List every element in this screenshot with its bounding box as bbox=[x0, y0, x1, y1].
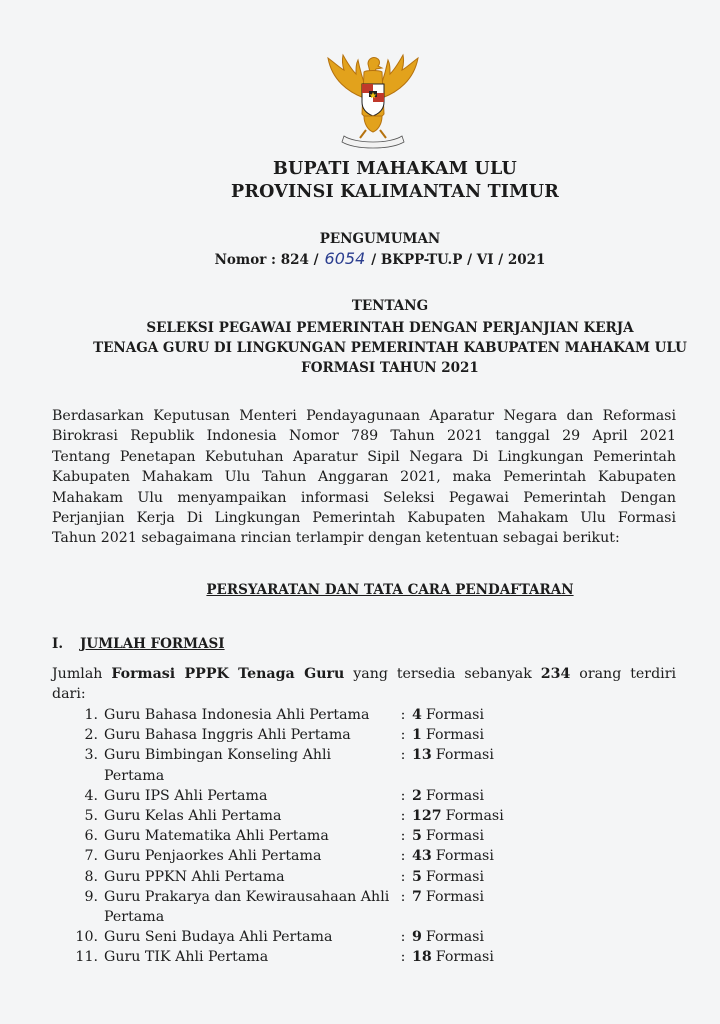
formation-number: 1. bbox=[84, 707, 98, 723]
formation-unit: Formasi bbox=[435, 848, 494, 865]
formation-name: Guru Seni Budaya Ahli Pertama bbox=[104, 929, 333, 946]
number-prefix: Nomor : 824 / bbox=[214, 252, 319, 268]
formation-unit: Formasi bbox=[425, 828, 484, 845]
formation-list bbox=[52, 705, 682, 968]
formation-colon: : bbox=[400, 707, 406, 723]
formation-name: Guru Bimbingan Konseling Ahli Pertama bbox=[104, 747, 332, 784]
formation-colon: : bbox=[400, 828, 406, 845]
formation-name: Guru PPKN Ahli Pertama bbox=[104, 868, 285, 885]
formation-name: Guru IPS Ahli Pertama bbox=[104, 787, 268, 804]
formation-number: 5. bbox=[84, 808, 98, 825]
formation-colon: : bbox=[400, 808, 406, 825]
formation-row bbox=[52, 826, 682, 846]
formation-row bbox=[52, 806, 682, 826]
subject-line-3: FORMASI TAHUN 2021 bbox=[301, 360, 479, 376]
formation-colon: : bbox=[400, 888, 406, 905]
paragraph-line: Perjanjian Kerja Di Lingkungan Pemerintah Kabupaten Mahakam Ulu Formasi bbox=[52, 510, 676, 527]
announcement-number bbox=[0, 249, 720, 270]
formation-number: 4. bbox=[84, 787, 98, 804]
garuda-emblem-icon bbox=[318, 50, 428, 150]
subject-line-1: SELEKSI PEGAWAI PEMERINTAH DENGAN PERJANJIAN KERJA bbox=[146, 320, 634, 336]
formation-count: 7 bbox=[412, 888, 422, 905]
formation-name: Guru Penjaorkes Ahli Pertama bbox=[104, 848, 322, 865]
formation-intro: Jumlah Formasi PPPK Tenaga Guru yang tersedia sebanyak 234 orang terdiri dari: bbox=[52, 666, 677, 703]
subject-label: TENTANG bbox=[351, 298, 429, 314]
formation-unit: Formasi bbox=[445, 808, 504, 825]
formation-colon: : bbox=[400, 787, 406, 804]
section-heading: PERSYARATAN DAN TATA CARA PENDAFTARAN bbox=[206, 582, 574, 598]
subject-block bbox=[0, 296, 720, 378]
formation-count: 18 bbox=[412, 949, 432, 966]
formation-colon: : bbox=[400, 929, 406, 946]
section-1-title: JUMLAH FORMASI bbox=[80, 636, 225, 652]
formation-colon: : bbox=[400, 868, 406, 885]
formation-unit: Formasi bbox=[435, 747, 494, 764]
formation-unit: Formasi bbox=[425, 707, 484, 723]
formation-colon: : bbox=[400, 949, 406, 966]
formation-name: Guru TIK Ahli Pertama bbox=[104, 949, 269, 966]
formation-colon: : bbox=[400, 848, 406, 865]
handwritten-number: 6054 bbox=[324, 249, 366, 268]
formation-row bbox=[52, 745, 682, 785]
formation-number: 6. bbox=[84, 828, 98, 845]
formation-count: 5 bbox=[412, 868, 422, 885]
formation-name: Guru Bahasa Inggris Ahli Pertama bbox=[104, 727, 351, 744]
formation-count: 2 bbox=[412, 787, 422, 804]
formation-number: 7. bbox=[84, 848, 98, 865]
formation-number: 9. bbox=[84, 888, 98, 905]
formation-row bbox=[52, 887, 682, 927]
header-line-2: PROVINSI KALIMANTAN TIMUR bbox=[231, 182, 559, 202]
paragraph-line: Berdasarkan Keputusan Menteri Pendayagunaan Aparatur Negara dan Reformasi bbox=[52, 408, 676, 424]
formation-unit: Formasi bbox=[425, 868, 484, 885]
formation-number: 11. bbox=[75, 949, 98, 966]
intro-paragraph bbox=[52, 406, 676, 549]
announcement-label: PENGUMUMAN bbox=[319, 231, 441, 247]
formation-row bbox=[52, 927, 682, 947]
formation-count: 9 bbox=[412, 929, 422, 946]
formation-count: 4 bbox=[412, 707, 422, 723]
formation-count: 13 bbox=[412, 747, 432, 764]
formation-number: 10. bbox=[75, 929, 98, 946]
subject-line-2: TENAGA GURU DI LINGKUNGAN PEMERINTAH KABUPATEN MAHAKAM ULU bbox=[93, 340, 687, 356]
formation-name: Guru Matematika Ahli Pertama bbox=[104, 828, 329, 845]
paragraph-line: Tahun 2021 sebagaimana rincian terlampir dengan ketentuan sebagai berikut: bbox=[52, 530, 620, 547]
formation-unit: Formasi bbox=[425, 727, 484, 744]
section-1-heading bbox=[52, 636, 225, 652]
formation-name: Guru Bahasa Indonesia Ahli Pertama bbox=[104, 707, 370, 723]
paragraph-line: Tentang Penetapan Kebutuhan Aparatur Sipil Negara Di Lingkungan Pemerintah bbox=[52, 448, 676, 465]
formation-count: 127 bbox=[412, 808, 442, 825]
formation-name: Guru Prakarya dan Kewirausahaan Ahli Pertama bbox=[104, 888, 390, 926]
document-header bbox=[0, 158, 720, 204]
formation-unit: Formasi bbox=[425, 787, 484, 804]
paragraph-line: Birokrasi Republik Indonesia Nomor 789 Tahun 2021 tanggal 29 April 2021 bbox=[52, 428, 676, 445]
formation-unit: Formasi bbox=[425, 929, 484, 946]
formation-row bbox=[52, 786, 682, 806]
formation-unit: Formasi bbox=[435, 949, 494, 966]
number-suffix: / BKPP-TU.P / VI / 2021 bbox=[371, 252, 546, 268]
formation-row bbox=[52, 867, 682, 887]
formation-row bbox=[52, 725, 682, 745]
section-1-number: I. bbox=[52, 636, 64, 652]
formation-colon: : bbox=[400, 747, 406, 764]
header-line-1: BUPATI MAHAKAM ULU bbox=[273, 159, 517, 179]
formation-unit: Formasi bbox=[425, 888, 484, 905]
formation-number: 8. bbox=[84, 868, 98, 885]
paragraph-line: Kabupaten Mahakam Ulu Tahun Anggaran 2021, maka Pemerintah Kabupaten bbox=[52, 469, 676, 486]
paragraph-line: Mahakam Ulu menyampaikan informasi Seleksi Pegawai Pemerintah Dengan bbox=[52, 489, 676, 506]
formation-row bbox=[52, 846, 682, 866]
formation-count: 1 bbox=[412, 727, 422, 744]
formation-number: 2. bbox=[84, 727, 98, 744]
formation-count: 43 bbox=[412, 848, 432, 865]
formation-count: 5 bbox=[412, 828, 422, 845]
formation-number: 3. bbox=[84, 747, 98, 764]
formation-row bbox=[52, 705, 682, 725]
formation-name: Guru Kelas Ahli Pertama bbox=[104, 808, 282, 825]
formation-colon: : bbox=[400, 727, 406, 744]
formation-row bbox=[52, 947, 682, 967]
